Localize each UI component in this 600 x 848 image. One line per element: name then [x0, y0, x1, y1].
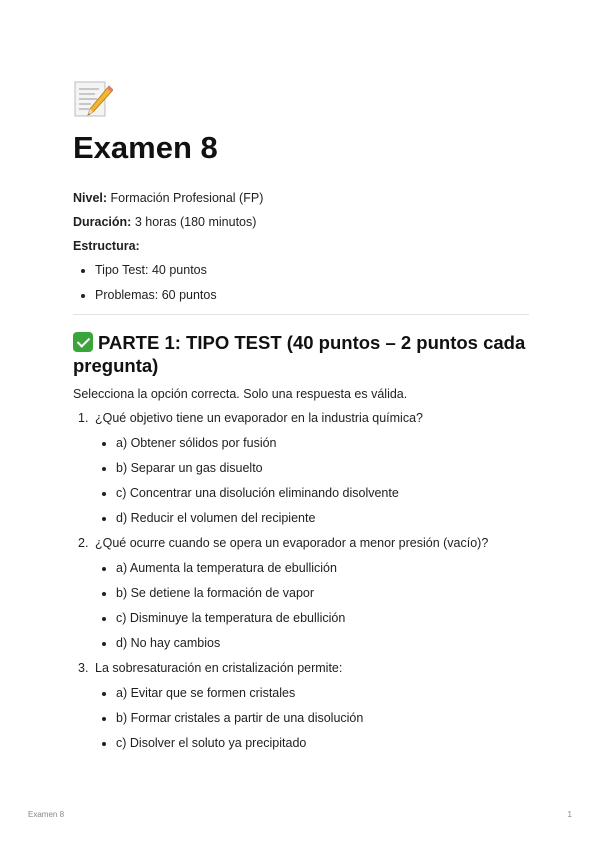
- section-heading: [73, 331, 529, 377]
- estructura-label: Estructura:: [73, 239, 140, 253]
- meta-duracion: [73, 210, 529, 234]
- question-list: [73, 406, 529, 756]
- option-item: a) Evitar que se formen cristales: [116, 681, 529, 706]
- question-number: 2.: [78, 536, 89, 550]
- option-item: c) Concentrar una disolución eliminando disolvente: [116, 481, 529, 506]
- question-text: ¿Qué ocurre cuando se opera un evaporador a menor presión (vacío)?: [95, 536, 489, 550]
- question-text-line: [73, 531, 529, 556]
- duracion-label: Duración:: [73, 215, 132, 229]
- estructura-list: [73, 258, 529, 308]
- question-text-line: [73, 406, 529, 431]
- option-item: a) Obtener sólidos por fusión: [116, 431, 529, 456]
- exam-meta: [73, 186, 529, 308]
- question-number: 1.: [78, 411, 89, 425]
- question-item: [73, 531, 529, 656]
- option-item: a) Aumenta la temperatura de ebullición: [116, 556, 529, 581]
- meta-nivel: [73, 186, 529, 210]
- page-title: Examen 8: [73, 130, 218, 165]
- option-item: b) Separar un gas disuelto: [116, 456, 529, 481]
- footer-title: Examen 8: [28, 810, 65, 819]
- duracion-value: 3 horas (180 minutos): [134, 215, 257, 229]
- section-intro: Selecciona la opción correcta. Solo una respuesta es válida.: [73, 387, 408, 401]
- option-item: d) Reducir el volumen del recipiente: [116, 506, 529, 531]
- option-item: c) Disminuye la temperatura de ebullición: [116, 606, 529, 631]
- meta-estructura: [73, 234, 529, 258]
- option-item: c) Disolver el soluto ya precipitado: [116, 731, 529, 756]
- question-text: La sobresaturación en cristalización permite:: [95, 661, 343, 675]
- list-item: Problemas: 60 puntos: [95, 283, 529, 308]
- option-item: b) Se detiene la formación de vapor: [116, 581, 529, 606]
- option-list: [73, 556, 529, 656]
- option-item: d) No hay cambios: [116, 631, 529, 656]
- option-item: b) Formar cristales a partir de una disolución: [116, 706, 529, 731]
- check-mark-icon: [73, 332, 93, 352]
- document-page: [73, 78, 529, 756]
- section-heading-text: PARTE 1: TIPO TEST (40 puntos – 2 puntos cada pregunta): [73, 332, 526, 376]
- list-item: Tipo Test: 40 puntos: [95, 258, 529, 283]
- question-text-line: [73, 656, 529, 681]
- nivel-label: Nivel:: [73, 191, 108, 205]
- page-number: 1: [567, 810, 572, 819]
- question-number: 3.: [78, 661, 89, 675]
- nivel-value: Formación Profesional (FP): [110, 191, 264, 205]
- divider: [73, 314, 529, 315]
- question-item: [73, 406, 529, 531]
- question-text: ¿Qué objetivo tiene un evaporador en la industria química?: [95, 411, 423, 425]
- option-list: [73, 431, 529, 531]
- option-list: [73, 681, 529, 756]
- memo-icon: [73, 78, 113, 120]
- question-item: [73, 656, 529, 756]
